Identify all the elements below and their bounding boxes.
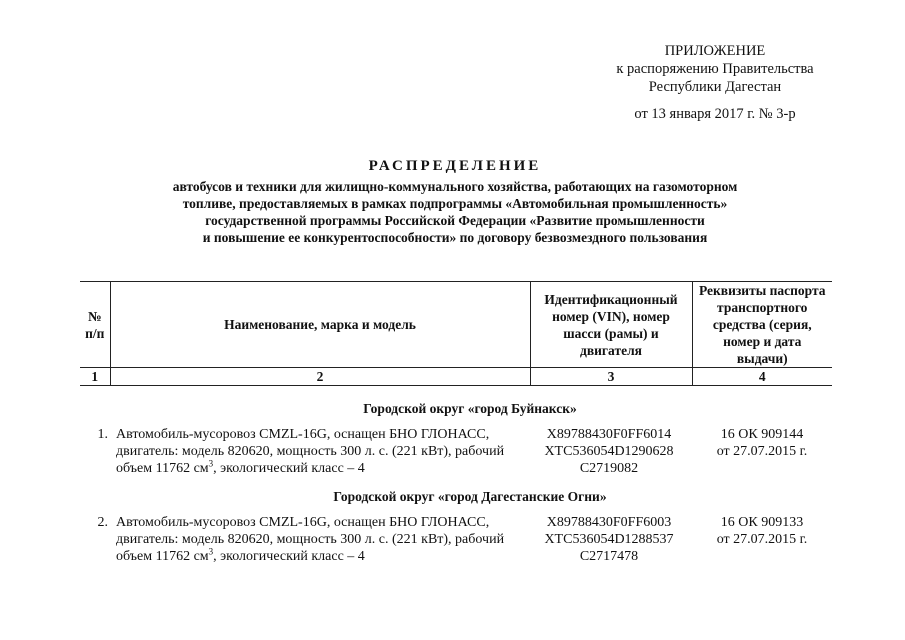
heading-line-3: государственной программы Российской Федерации «Развитие промышленности <box>205 213 705 228</box>
appendix-government: Республики Дагестан <box>648 79 782 95</box>
engine-number: C2717478 <box>579 549 639 564</box>
passport-series: 16 ОК 909144 <box>720 427 804 442</box>
vin: X89788430F0FF6014 <box>546 427 672 442</box>
col-index-2: 2 <box>110 368 530 386</box>
chassis-number: XTC536054D1290628 <box>544 444 674 459</box>
passport-series: 16 ОК 909133 <box>720 515 804 530</box>
vehicle-passport <box>692 514 832 548</box>
engine-number: C2719082 <box>579 461 639 476</box>
heading-line-1: автобусов и техники для жилищно-коммунального хозяйства, работающих на газомоторном <box>172 179 738 194</box>
heading-line-4: и повышение ее конкурентоспособности» по договору безвозмездного пользования <box>202 230 708 245</box>
heading-line-2: топливе, предоставляемых в рамках подпрограммы «Автомобильная промышленность» <box>182 196 728 211</box>
appendix-date: от 13 января 2017 г. № 3-р <box>634 106 796 122</box>
appendix-order-ref: к распоряжению Правительства <box>616 61 814 77</box>
col-header-vin: Идентификационный номер (VIN), номер шасси (рамы) и двигателя <box>530 282 692 368</box>
col-index-1: 1 <box>80 368 110 386</box>
col-header-name: Наименование, марка и модель <box>110 282 530 368</box>
document-heading <box>110 158 800 246</box>
row-number: 1. <box>97 427 108 442</box>
district-heading: Городской округ «город Дагестанские Огни» <box>333 489 607 504</box>
appendix-label: ПРИЛОЖЕНИЕ <box>664 43 766 59</box>
row-number: 2. <box>97 515 108 530</box>
passport-date: от 27.07.2015 г. <box>716 532 808 547</box>
col-index-3: 3 <box>530 368 692 386</box>
col-header-passport: Реквизиты паспорта транспортного средства (серия, номер и дата выдачи) <box>692 282 832 368</box>
chassis-number: XTC536054D1288537 <box>544 532 674 547</box>
document-title: РАСПРЕДЕЛЕНИЕ <box>368 158 542 174</box>
vin-numbers <box>529 426 689 477</box>
vin: X89788430F0FF6003 <box>546 515 672 530</box>
appendix-block <box>595 42 835 123</box>
passport-date: от 27.07.2015 г. <box>716 444 808 459</box>
district-heading: Городской округ «город Буйнакск» <box>363 401 577 416</box>
col-header-number: № п/п <box>80 282 110 368</box>
vehicle-description: Автомобиль-мусоровоз CMZL-16G, оснащен БНО ГЛОНАСС, двигатель: модель 820620, мощность 300 л. с. (221 кВт), рабочий объем 11762 $см^3$, экологический класс – 4 <box>116 515 505 564</box>
vehicle-description: Автомобиль-мусоровоз CMZL-16G, оснащен БНО ГЛОНАСС, двигатель: модель 820620, мощность 300 л. с. (221 кВт), рабочий объем 11762 $см^3$, экологический класс – 4 <box>116 427 505 476</box>
col-index-4: 4 <box>692 368 832 386</box>
vin-numbers <box>529 514 689 565</box>
distribution-table-header <box>80 281 832 386</box>
vehicle-passport <box>692 426 832 460</box>
